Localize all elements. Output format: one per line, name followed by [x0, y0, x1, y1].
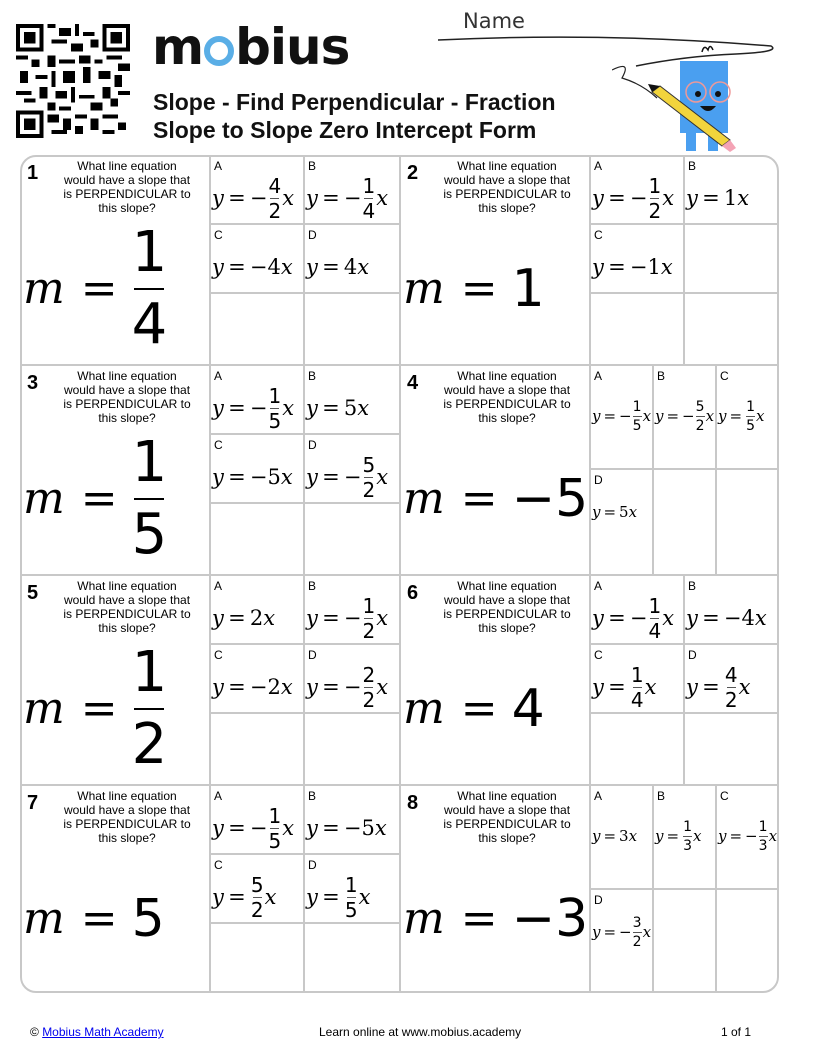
- question-text: What line equation would have a slope that is PERPENDICULAR to this slope?: [443, 579, 571, 635]
- numerator: 1: [648, 173, 662, 198]
- answer-choices: [589, 156, 779, 364]
- equation: y = 5 x: [592, 503, 638, 521]
- coefficient-fraction: [362, 593, 376, 643]
- denominator: 4: [648, 618, 662, 643]
- slope-variable: m: [403, 473, 445, 524]
- slope-numerator: 1: [131, 429, 168, 495]
- slope-variable: m: [403, 683, 445, 734]
- answer-choice-b[interactable]: [683, 156, 779, 225]
- empty-cell: [303, 504, 399, 574]
- equation: y = − $\frac{1}{2}$ x: [306, 593, 389, 643]
- slope-variable: m: [23, 263, 65, 314]
- answer-choice-a[interactable]: [209, 786, 303, 855]
- answer-choice-a[interactable]: [589, 156, 683, 225]
- equation: y = − $\frac{4}{2}$ x: [212, 173, 295, 223]
- given-slope: [23, 426, 209, 571]
- coefficient: −1: [629, 255, 661, 279]
- choice-label: B: [308, 579, 317, 593]
- given-slope: [23, 846, 209, 991]
- denominator: 5: [746, 417, 755, 434]
- numerator: 1: [630, 662, 644, 687]
- answer-choices: [589, 576, 779, 784]
- answer-choice-c[interactable]: [715, 366, 778, 470]
- coefficient: −5: [249, 465, 281, 489]
- denominator: 2: [362, 618, 376, 643]
- copyright-symbol: ©: [30, 1025, 39, 1039]
- numerator: 1: [683, 818, 692, 835]
- answer-choice-d[interactable]: [303, 645, 399, 714]
- choice-label: A: [594, 159, 603, 173]
- slope-value: 4: [511, 678, 545, 739]
- equals-sign: =: [460, 893, 498, 944]
- question-text: What line equation would have a slope that is PERPENDICULAR to this slope?: [63, 789, 191, 845]
- fraction-bar: [683, 836, 692, 837]
- coefficient: 3: [619, 827, 629, 845]
- answer-choice-b[interactable]: [303, 156, 399, 225]
- choice-label: D: [308, 438, 317, 452]
- sign: −: [629, 186, 648, 210]
- numerator: 1: [632, 398, 642, 415]
- choice-label: A: [214, 789, 223, 803]
- coefficient-fraction: [724, 662, 738, 712]
- problem-number: 6: [407, 582, 419, 604]
- numerator: 1: [268, 803, 282, 828]
- numerator: 5: [250, 872, 264, 897]
- numerator: 4: [268, 173, 282, 198]
- page-title: [153, 88, 556, 144]
- numerator: 1: [746, 398, 755, 415]
- answer-choice-c[interactable]: [209, 225, 303, 294]
- footer-learn-online: Learn online at www.mobius.academy: [319, 1025, 522, 1039]
- denominator: 2: [362, 687, 376, 712]
- coefficient-fraction: [630, 662, 644, 712]
- equals-sign: =: [460, 263, 498, 314]
- problem-number: 5: [27, 582, 39, 604]
- fraction-bar: [134, 498, 164, 500]
- empty-cell: [652, 470, 715, 574]
- choice-label: B: [308, 789, 317, 803]
- denominator: 5: [632, 417, 642, 434]
- slope-numerator: 1: [131, 639, 168, 705]
- problem-5: [21, 576, 401, 786]
- answer-choice-d[interactable]: [589, 470, 652, 574]
- question-text: What line equation would have a slope that is PERPENDICULAR to this slope?: [63, 369, 191, 425]
- coefficient-fraction: [362, 452, 376, 502]
- answer-choices: [209, 366, 399, 574]
- sign: −: [249, 816, 268, 840]
- answer-choices: [589, 366, 779, 574]
- empty-cell: [652, 890, 715, 993]
- coefficient-fraction: [746, 400, 755, 433]
- choice-label: D: [308, 858, 317, 872]
- given-slope: [403, 426, 589, 571]
- mascot-illustration: [612, 40, 737, 155]
- equation: y = 5 x: [306, 396, 370, 420]
- denominator: 3: [758, 837, 768, 854]
- equation: y = $\frac{5}{2}$ x: [212, 872, 277, 922]
- logo-o-icon: [204, 36, 234, 66]
- coefficient: −4: [249, 255, 281, 279]
- equation: y = − $\frac{1}{3}$ x: [718, 818, 778, 854]
- denominator: 4: [630, 687, 644, 712]
- equation: y = $\frac{1}{5}$ x: [306, 872, 371, 922]
- slope-value: −5: [511, 468, 589, 529]
- slope-value: 1: [511, 258, 545, 319]
- empty-cell: [683, 714, 779, 784]
- numerator: 1: [362, 593, 376, 618]
- slope-fraction: [131, 639, 168, 777]
- problem-2: [401, 156, 779, 366]
- sign: −: [745, 827, 758, 845]
- equation: y = − $\frac{5}{2}$ x: [655, 398, 715, 434]
- numerator: 5: [362, 452, 376, 477]
- answer-choice-c[interactable]: [589, 645, 683, 714]
- coefficient: 5: [619, 503, 629, 521]
- empty-cell: [589, 294, 683, 364]
- slope-variable: m: [23, 473, 65, 524]
- equation: y = − $\frac{3}{2}$ x: [592, 914, 652, 950]
- question-text: What line equation would have a slope that is PERPENDICULAR to this slope?: [443, 789, 571, 845]
- equation: y = − $\frac{1}{5}$ x: [212, 803, 295, 853]
- given-slope: [403, 216, 589, 361]
- choice-label: D: [594, 893, 603, 907]
- sign: −: [619, 923, 632, 941]
- choice-label: A: [214, 159, 223, 173]
- coefficient-fraction: [683, 820, 692, 853]
- equation: y = $\frac{4}{2}$ x: [686, 662, 751, 712]
- denominator: 2: [648, 198, 662, 223]
- fraction-bar: [633, 932, 642, 933]
- choice-label: C: [720, 789, 729, 803]
- coefficient-fraction: [250, 872, 264, 922]
- equals-sign: =: [460, 473, 498, 524]
- answer-choice-b[interactable]: [652, 786, 715, 890]
- fraction-bar: [633, 416, 642, 417]
- denominator: 5: [344, 897, 358, 922]
- given-slope: [23, 636, 209, 781]
- coefficient-fraction: [648, 173, 662, 223]
- numerator: 1: [268, 383, 282, 408]
- choice-label: B: [308, 369, 317, 383]
- answer-choice-c[interactable]: [209, 435, 303, 504]
- coefficient-fraction: [362, 662, 376, 712]
- sign: −: [343, 675, 362, 699]
- empty-cell: [303, 294, 399, 364]
- choice-label: D: [308, 228, 317, 242]
- equation: y = − $\frac{2}{2}$ x: [306, 662, 389, 712]
- slope-denominator: 4: [131, 291, 168, 357]
- choice-label: C: [214, 438, 223, 452]
- answer-choice-c[interactable]: [589, 225, 683, 294]
- question-text: What line equation would have a slope that is PERPENDICULAR to this slope?: [443, 369, 571, 425]
- answer-choice-d[interactable]: [589, 890, 652, 993]
- coefficient-fraction: [633, 916, 642, 949]
- equation: y = −5 x: [306, 816, 387, 840]
- denominator: 3: [683, 837, 692, 854]
- empty-cell: [683, 294, 779, 364]
- problem-1: [21, 156, 401, 366]
- numerator: 1: [344, 872, 358, 897]
- coefficient: 4: [343, 255, 358, 279]
- equals-sign: =: [80, 263, 118, 314]
- given-slope: [403, 846, 589, 991]
- equation: y = $\frac{1}{4}$ x: [592, 662, 657, 712]
- coefficient-fraction: [344, 872, 358, 922]
- footer-copyright: [30, 1025, 164, 1039]
- answer-choice-a[interactable]: [209, 156, 303, 225]
- choice-label: B: [657, 789, 666, 803]
- coefficient: 1: [723, 186, 738, 210]
- problem-number: 8: [407, 792, 419, 814]
- answer-choice-c[interactable]: [209, 855, 303, 924]
- answer-choice-a[interactable]: [209, 366, 303, 435]
- sign: −: [249, 186, 268, 210]
- problem-number: 1: [27, 162, 39, 184]
- equation: y = − $\frac{1}{4}$ x: [592, 593, 675, 643]
- choice-label: B: [657, 369, 666, 383]
- question-text: What line equation would have a slope that is PERPENDICULAR to this slope?: [63, 579, 191, 635]
- choice-label: D: [688, 648, 697, 662]
- coefficient-fraction: [648, 593, 662, 643]
- denominator: 5: [268, 408, 282, 433]
- coefficient-fraction: [696, 400, 705, 433]
- denominator: 2: [695, 417, 705, 434]
- question-text: What line equation would have a slope that is PERPENDICULAR to this slope?: [443, 159, 571, 215]
- choice-label: A: [214, 369, 223, 383]
- coefficient: −4: [723, 606, 755, 630]
- coefficient: 5: [343, 396, 358, 420]
- answer-choice-b[interactable]: [303, 366, 399, 435]
- equation: y = − $\frac{1}{2}$ x: [592, 173, 675, 223]
- answer-choice-d[interactable]: [303, 435, 399, 504]
- choice-label: D: [594, 473, 603, 487]
- equation: y = −4 x: [686, 606, 767, 630]
- denominator: 5: [268, 828, 282, 853]
- mobius-logo: m bius: [152, 18, 350, 76]
- problem-7: [21, 786, 401, 993]
- worksheet-grid: [20, 155, 779, 993]
- empty-cell: [303, 714, 399, 784]
- answer-choices: [209, 786, 399, 993]
- title-line-2: Slope to Slope Zero Intercept Form: [153, 117, 537, 143]
- given-slope: [403, 636, 589, 781]
- answer-choice-a[interactable]: [589, 786, 652, 890]
- coefficient-fraction: [268, 803, 282, 853]
- sign: −: [343, 465, 362, 489]
- choice-label: A: [594, 369, 603, 383]
- coefficient: −2: [249, 675, 281, 699]
- slope-variable: m: [403, 893, 445, 944]
- problem-number: 7: [27, 792, 39, 814]
- choice-label: B: [688, 159, 697, 173]
- given-slope: [23, 216, 209, 361]
- choice-label: C: [214, 228, 223, 242]
- equation: y = 4 x: [306, 255, 370, 279]
- sign: −: [343, 606, 362, 630]
- sign: −: [249, 396, 268, 420]
- equation: y = −5 x: [212, 465, 293, 489]
- empty-cell: [589, 714, 683, 784]
- denominator: 2: [724, 687, 738, 712]
- equals-sign: =: [460, 683, 498, 734]
- answer-choice-b[interactable]: [303, 786, 399, 855]
- choice-label: C: [214, 648, 223, 662]
- slope-value: −3: [511, 888, 589, 949]
- sign: −: [629, 606, 648, 630]
- answer-choice-c[interactable]: [209, 645, 303, 714]
- slope-value: 5: [131, 888, 165, 949]
- sign: −: [619, 407, 632, 425]
- answer-choice-d[interactable]: [303, 225, 399, 294]
- answer-choice-d[interactable]: [683, 645, 779, 714]
- slope-numerator: 1: [131, 219, 168, 285]
- problem-number: 2: [407, 162, 419, 184]
- coefficient-fraction: [268, 383, 282, 433]
- coefficient-fraction: [268, 173, 282, 223]
- numerator: 1: [362, 173, 376, 198]
- coefficient-fraction: [362, 173, 376, 223]
- fraction-bar: [746, 416, 755, 417]
- problem-4: [401, 366, 779, 576]
- equation: y = − $\frac{1}{5}$ x: [212, 383, 295, 433]
- numerator: 4: [724, 662, 738, 687]
- choice-label: A: [214, 579, 223, 593]
- problem-8: [401, 786, 779, 993]
- answer-choice-b[interactable]: [683, 576, 779, 645]
- equation: y = −2 x: [212, 675, 293, 699]
- problem-number: 4: [407, 372, 419, 394]
- equals-sign: =: [80, 683, 118, 734]
- answer-choice-a[interactable]: [589, 366, 652, 470]
- answer-choice-c[interactable]: [715, 786, 778, 890]
- empty-cell: [209, 504, 303, 574]
- fraction-bar: [134, 708, 164, 710]
- problem-6: [401, 576, 779, 786]
- sign: −: [343, 186, 362, 210]
- slope-denominator: 5: [131, 501, 168, 567]
- denominator: 4: [362, 198, 376, 223]
- choice-label: C: [594, 228, 603, 242]
- denominator: 2: [362, 477, 376, 502]
- numerator: 1: [648, 593, 662, 618]
- denominator: 2: [268, 198, 282, 223]
- sign: −: [682, 407, 695, 425]
- numerator: 5: [695, 398, 705, 415]
- fraction-bar: [134, 288, 164, 290]
- answer-choice-b[interactable]: [652, 366, 715, 470]
- slope-fraction: [131, 219, 168, 357]
- slope-denominator: 2: [131, 711, 168, 777]
- choice-label: C: [594, 648, 603, 662]
- coefficient: 2: [249, 606, 264, 630]
- choice-label: B: [688, 579, 697, 593]
- numerator: 2: [362, 662, 376, 687]
- page-number: 1 of 1: [721, 1025, 752, 1039]
- empty-cell: [209, 294, 303, 364]
- equation: y = −4 x: [212, 255, 293, 279]
- slope-variable: m: [23, 683, 65, 734]
- equation: y = − $\frac{1}{5}$ x: [592, 398, 652, 434]
- question-text: What line equation would have a slope that is PERPENDICULAR to this slope?: [63, 159, 191, 215]
- choice-label: A: [594, 789, 603, 803]
- problem-3: [21, 366, 401, 576]
- slope-variable: m: [23, 893, 65, 944]
- equation: y = $\frac{1}{3}$ x: [655, 818, 702, 854]
- slope-variable: m: [403, 263, 445, 314]
- empty-cell: [209, 714, 303, 784]
- equation: y = −1 x: [592, 255, 673, 279]
- denominator: 2: [250, 897, 264, 922]
- answer-choices: [209, 576, 399, 784]
- answer-choice-a[interactable]: [209, 576, 303, 645]
- answer-choices: [209, 156, 399, 364]
- answer-choice-a[interactable]: [589, 576, 683, 645]
- equation: y = 2 x: [212, 606, 276, 630]
- empty-cell: [715, 470, 778, 574]
- equation: y = 3 x: [592, 827, 638, 845]
- equation: y = 1 x: [686, 186, 750, 210]
- numerator: 3: [632, 914, 642, 931]
- coefficient: −5: [343, 816, 375, 840]
- choice-label: D: [308, 648, 317, 662]
- choice-label: A: [594, 579, 603, 593]
- answer-choice-b[interactable]: [303, 576, 399, 645]
- slope-fraction: [131, 429, 168, 567]
- empty-cell: [715, 890, 778, 993]
- answer-choice-d[interactable]: [303, 855, 399, 924]
- mobius-academy-link[interactable]: Mobius Math Academy: [42, 1025, 164, 1039]
- equation: y = − $\frac{5}{2}$ x: [306, 452, 389, 502]
- answer-choices: [589, 786, 779, 993]
- equation: y = − $\frac{1}{4}$ x: [306, 173, 389, 223]
- choice-label: C: [214, 858, 223, 872]
- problem-number: 3: [27, 372, 39, 394]
- equation: y = $\frac{1}{5}$ x: [718, 398, 765, 434]
- title-line-1: Slope - Find Perpendicular - Fraction: [153, 89, 556, 115]
- name-label: Name: [463, 9, 525, 33]
- fraction-bar: [696, 416, 705, 417]
- numerator: 1: [758, 818, 768, 835]
- coefficient-fraction: [633, 400, 642, 433]
- equals-sign: =: [80, 893, 118, 944]
- choice-label: C: [720, 369, 729, 383]
- fraction-bar: [759, 836, 768, 837]
- equals-sign: =: [80, 473, 118, 524]
- empty-cell: [209, 924, 303, 993]
- empty-cell: [303, 924, 399, 993]
- qr-code: [16, 24, 130, 138]
- coefficient-fraction: [759, 820, 768, 853]
- denominator: 2: [632, 933, 642, 950]
- empty-cell: [683, 225, 779, 294]
- choice-label: B: [308, 159, 317, 173]
